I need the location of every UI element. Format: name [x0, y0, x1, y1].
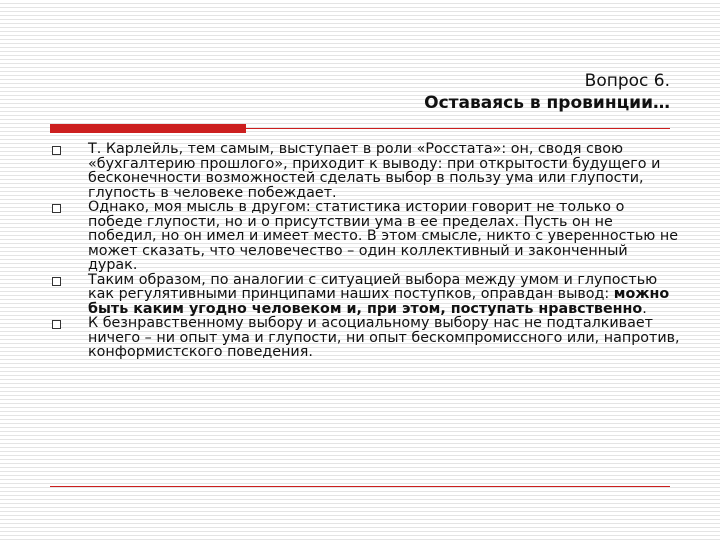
- top-divider: [50, 124, 670, 133]
- bullet-item-2: [50, 200, 680, 273]
- bullet-text-3-end: .: [642, 300, 647, 317]
- bullet-text-3-emphasis: можно быть каким угодно человеком и, при этом, поступать нравственно: [88, 286, 670, 317]
- bullet-text-1: Т. Карлейль, тем самым, выступает в роли «Росстата»: он, сводя свою «бухгалтерию прошлого», приходит к выводу: при открытости будущего и бесконечности возможностей сделать выбор в пользу ума или глупости, глупость в человеке побеждает.: [88, 141, 661, 201]
- bullet-item-3: [50, 273, 680, 317]
- square-bullet-icon: [52, 146, 61, 155]
- square-bullet-icon: [52, 204, 61, 213]
- square-bullet-icon: [52, 320, 61, 329]
- bullet-text-2: Однако, моя мысль в другом: статистика истории говорит не только о победе глупости, но и о присутствии ума в ее пределах. Пусть он не победил, но он имел и имеет место. В этом смысле, никто с уверенностью не может сказать, что человечество – один коллективный и законченный дурак.: [88, 199, 678, 273]
- bottom-divider: [50, 486, 670, 487]
- bullet-item-1: [50, 142, 680, 200]
- bullet-text-4: К безнравственному выбору и асоциальному выбору нас не подталкивает ничего – ни опыт ума и глупости, ни опыт бескомпромиссного или, напротив, конформистского поведения.: [88, 315, 680, 360]
- top-divider-line: [50, 128, 670, 129]
- bullet-text-3-start: Таким образом, по аналогии с ситуацией выбора между умом и глупостью как регулятивными принципами наших поступков, оправдан вывод:: [88, 271, 658, 302]
- slide-title: Оставаясь в провинции…: [424, 93, 670, 113]
- bullet-item-4: [50, 316, 680, 360]
- slide-question-number: Вопрос 6.: [584, 71, 670, 91]
- bullet-list: [50, 142, 680, 360]
- square-bullet-icon: [52, 277, 61, 286]
- title-block: [110, 70, 670, 114]
